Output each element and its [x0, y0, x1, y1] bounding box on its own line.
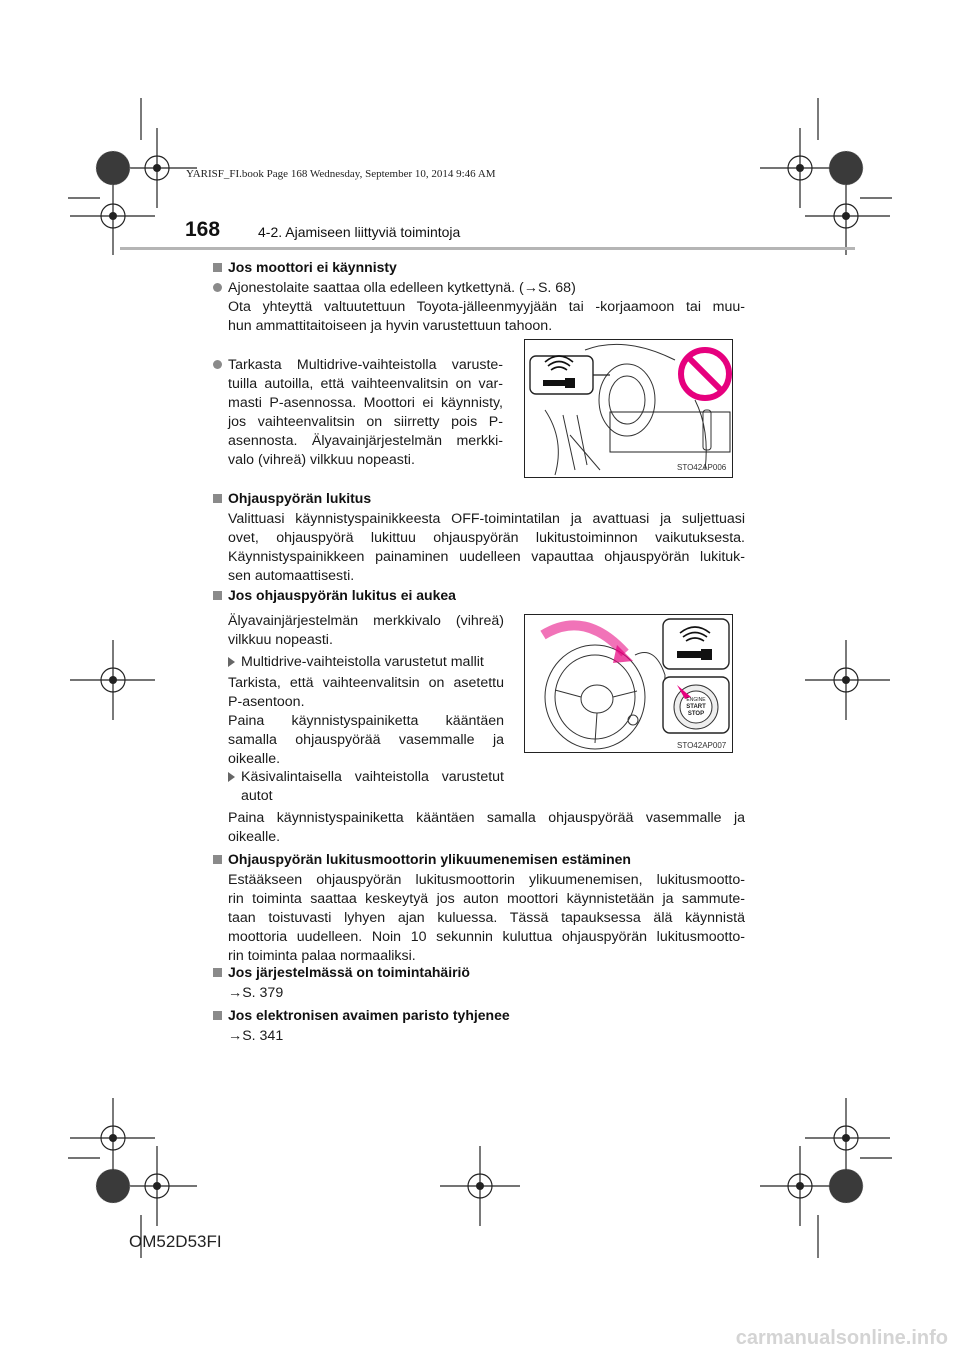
engine-start-stop-button-icon [674, 685, 718, 729]
bullet-immobilizer: Ajonestolaite saattaa olla edelleen kytkettynä. (→S. 68) Ota yhteyttä valtuutettuun Toyota-jälleenmyyjään tai -korjaamoon tai muu- hun ammattitaitoiseen ja hyvin varustettuun tahoon. [213, 279, 745, 336]
prohibited-icon [681, 350, 729, 398]
square-bullet-icon [213, 494, 222, 503]
figure-shift-lever-indicator [524, 339, 733, 478]
page-number: 168 [185, 218, 221, 241]
paragraph-steering-lock: Valittuasi käynnistyspainikkeesta OFF-toimintatilan ja avattuasi ja suljettuasi ovet, ohjauspyörä lukittuu ohjauspyörän lukitustoiminnon vaikutuksesta. Käynnistyspainikkeen painaminen uudelleen vapauttaa ohjauspyörän lukituk- sen automaattisesti. [228, 511, 745, 584]
button-label-engine: ENGINE [686, 697, 706, 703]
section-title: 4-2. Ajamiseen liittyviä toimintoja [258, 224, 461, 240]
circle-bullet-icon [213, 283, 222, 292]
paragraph-overheat: Estääkseen ohjauspyörän lukitusmoottorin ylikuumenemisen, lukitusmootto- rin toiminta saattaa keskeytyä jos auton moottori käynnistetään ja sammute- taan toistuvasti lyhyen ajan kuluessa. Tässä tapauksessa älä käynnistä moottoria uudelleen. Noin 10 sekunnin kuluttua ohjauspyörän lukitusmootto- rin toiminta palaa normaaliksi. [228, 872, 745, 964]
figure-2-illustration [525, 615, 732, 752]
subheading-multidrive: Multidrive-vaihteistolla varustetut mallit [228, 653, 504, 672]
bullet-check-shift-lever: Tarkasta Multidrive-vaihteistolla varuste- tuilla autoilla, että vaihteenvalitsin on var- masti P-asennossa. Moottori ei käynnisty, jos vaihteenvalitsin on siirretty pois P- asennosta. Älyavainjärjestelmän merkki- valo (vihreä) vilkkuu nopeasti. [213, 356, 503, 470]
heading-engine-not-start: Jos moottori ei käynnisty [213, 259, 397, 275]
paragraph-manual: Paina käynnistyspainiketta kääntäen samalla ohjauspyörää vasemmalle ja oikealle. [228, 810, 745, 845]
square-bullet-icon [213, 1011, 222, 1020]
figure-2-code: STO42AP007 [677, 741, 727, 750]
figure-steering-start-button [524, 614, 733, 753]
print-mark: YARISF_FI.book Page 168 Wednesday, September 10, 2014 9:46 AM [186, 168, 496, 180]
sunburst-mark-bottom-left [96, 1169, 130, 1203]
sunburst-mark-bottom-right [829, 1169, 863, 1203]
heading-malfunction: Jos järjestelmässä on toimintahäiriö [213, 964, 470, 980]
square-bullet-icon [213, 968, 222, 977]
sunburst-mark-top-left [96, 151, 130, 185]
reference-page-379[interactable]: →S. 379 [228, 985, 284, 1001]
reference-page-341[interactable]: →S. 341 [228, 1028, 284, 1044]
sunburst-mark-top-right [829, 151, 863, 185]
turn-arrow-icon [543, 625, 625, 653]
heading-steering-lock: Ohjauspyörän lukitus [213, 490, 371, 506]
arrow-bullet-icon [228, 657, 235, 667]
paragraph-indicator-flashes: Älyavainjärjestelmän merkkivalo (vihreä) vilkkuu nopeasti. [228, 613, 504, 648]
square-bullet-icon [213, 855, 222, 864]
arrow-bullet-icon [228, 772, 235, 782]
paragraph-multidrive: Tarkista, että vaihteenvalitsin on asetettu P-asentoon. Paina käynnistyspainiketta kääntäen samalla ohjauspyörää vasemmalle ja oikealle. [228, 675, 504, 767]
heading-key-battery: Jos elektronisen avaimen paristo tyhjenee [213, 1007, 510, 1023]
heading-overheat: Ohjauspyörän lukitusmoottorin ylikuumenemisen estäminen [213, 851, 631, 867]
square-bullet-icon [213, 263, 222, 272]
header-rule [120, 247, 855, 250]
heading-lock-not-release: Jos ohjauspyörän lukitus ei aukea [213, 587, 456, 603]
button-label-stop: STOP [687, 711, 705, 717]
watermark: carmanualsonline.info [735, 1327, 948, 1349]
figure-1-code: STO42AP006 [677, 463, 727, 472]
footer-code: OM52D53FI [129, 1232, 222, 1251]
figure-1-illustration [525, 340, 732, 477]
square-bullet-icon [213, 591, 222, 600]
button-label-start: START [686, 704, 706, 710]
shift-callout-line [610, 412, 730, 452]
circle-bullet-icon [213, 360, 222, 369]
subheading-manual: Käsivalintaisella vaihteistolla varustetut autot [228, 768, 504, 806]
